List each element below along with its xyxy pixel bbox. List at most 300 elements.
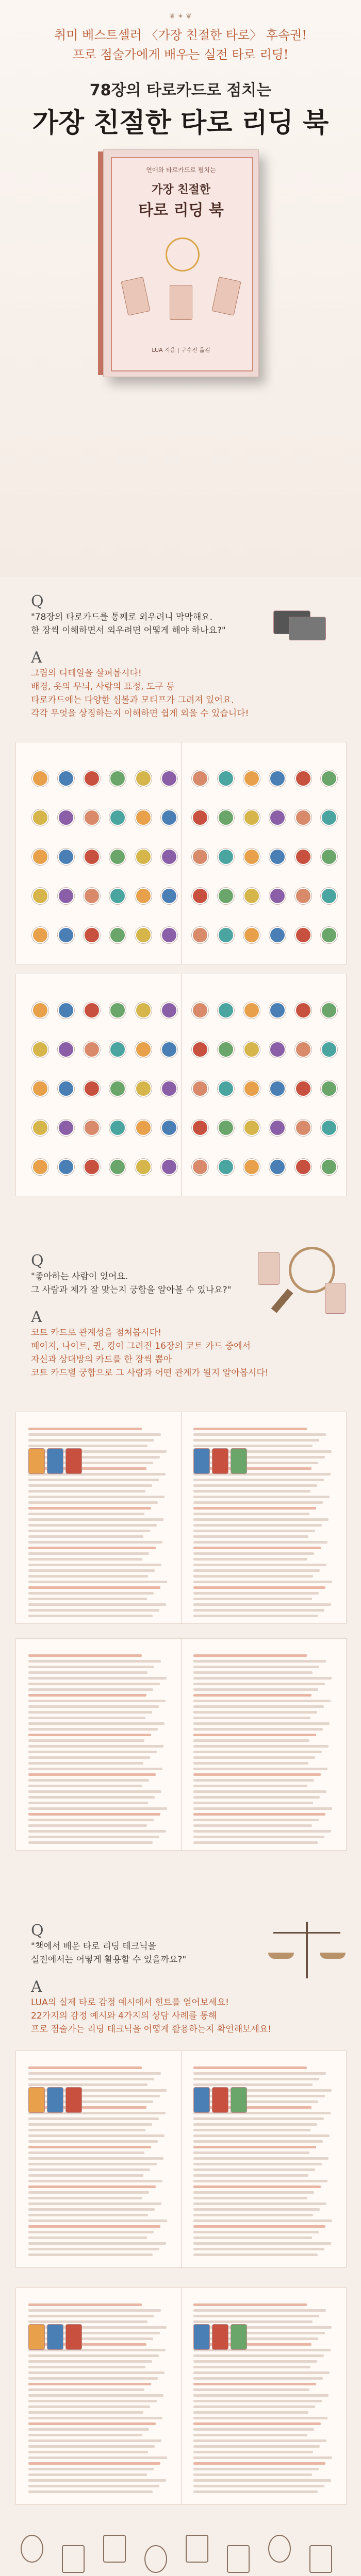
text-line <box>193 2163 322 2165</box>
text-line <box>193 1768 327 1770</box>
text-line <box>193 2366 310 2368</box>
card-thumbnail <box>32 809 48 826</box>
text-line <box>28 2377 158 2380</box>
card-thumbnail <box>135 888 152 904</box>
text-line <box>28 1700 166 1702</box>
card-thumbnail <box>321 809 337 826</box>
text-line <box>193 1654 307 1657</box>
text-line <box>193 1841 318 1844</box>
text-line <box>193 2072 326 2075</box>
answer-mark-label: A <box>31 1308 42 1326</box>
card-thumbnail <box>295 809 311 826</box>
text-line <box>28 2134 165 2137</box>
text-line <box>193 1711 317 1714</box>
text-line <box>193 2242 331 2245</box>
text-line <box>28 1654 142 1657</box>
card-thumbnail <box>321 1002 337 1019</box>
text-line <box>193 1728 323 1731</box>
decorative-item-icon <box>227 2545 250 2573</box>
text-line <box>193 1705 324 1708</box>
text-line <box>193 1547 321 1549</box>
text-line <box>28 1745 163 1748</box>
text-line <box>193 2231 319 2233</box>
tarot-card-icon <box>193 2087 210 2113</box>
card-thumbnail <box>161 888 177 904</box>
card-thumbnail <box>243 849 260 865</box>
text-line <box>28 2083 147 2086</box>
text-line <box>193 1615 318 1617</box>
text-line <box>28 1575 148 1578</box>
card-thumbnail <box>218 1002 234 1019</box>
tarot-card-icon <box>325 1283 346 1314</box>
question-mark-label: Q <box>31 1252 44 1270</box>
card-thumbnail <box>109 888 126 904</box>
text-line <box>28 1779 149 1782</box>
text-line <box>193 1496 330 1498</box>
text-line <box>193 2180 327 2182</box>
text-line <box>193 2151 309 2154</box>
card-thumbnail <box>269 849 286 865</box>
tarot-card-icon <box>212 2324 228 2350</box>
card-thumbnail <box>109 809 126 826</box>
text-line <box>28 2163 157 2165</box>
text-line <box>193 1564 326 1566</box>
text-line <box>28 2320 147 2323</box>
text-line <box>28 1518 163 1521</box>
text-line <box>28 1836 159 1838</box>
card-thumbnail <box>58 888 74 904</box>
text-line <box>193 2248 324 2250</box>
card-thumbnail <box>58 927 74 943</box>
card-thumbnail <box>84 809 100 826</box>
text-line <box>193 1501 323 1504</box>
tarot-card-icon <box>47 1448 63 1474</box>
tarot-card-icon <box>65 2087 82 2113</box>
scales-pan <box>268 1953 294 1959</box>
answer-line: 프로 점술가는 리딩 테크닉을 어떻게 활용하는지 확인해보세요! <box>31 2024 272 2035</box>
tarot-card-icon <box>193 1448 210 1474</box>
text-line <box>193 1507 316 1510</box>
text-line <box>193 2146 316 2148</box>
book-spread-reading-example <box>15 2050 347 2268</box>
card-thumbnail <box>109 770 126 787</box>
text-line <box>28 1603 166 1606</box>
text-line <box>193 2315 319 2317</box>
answer-line: 배경, 옷의 무늬, 사람의 표정, 도구 등 <box>31 682 175 692</box>
text-line <box>193 1830 331 1833</box>
card-thumbnail <box>321 849 337 865</box>
decorative-item-icon <box>21 2535 43 2563</box>
text-line <box>28 1790 161 1793</box>
tarot-card-icon <box>170 285 192 320</box>
text-line <box>193 1552 314 1555</box>
text-line <box>28 2117 159 2120</box>
text-line <box>28 2253 153 2256</box>
text-line <box>28 1768 162 1770</box>
text-line <box>28 1598 147 1600</box>
answer-line: 22가지의 감정 예시와 4가지의 상담 사례를 통해 <box>31 2011 217 2021</box>
text-line <box>28 1433 161 1436</box>
answer-line: 코트 카드별 궁합으로 그 사람과 어떤 관계가 될지 알아봅시다! <box>31 1368 269 1378</box>
text-line <box>28 1819 154 1821</box>
text-line <box>193 1717 310 1719</box>
card-thumbnail <box>243 888 260 904</box>
card-thumbnail <box>161 1002 177 1019</box>
text-line <box>28 1705 159 1708</box>
text-line <box>28 1484 152 1487</box>
text-line <box>193 2371 330 2374</box>
text-line <box>28 1751 157 1753</box>
card-thumbnail <box>109 1002 126 1019</box>
card-thumbnail <box>58 1120 74 1136</box>
card-thumbnail <box>84 770 100 787</box>
text-line <box>28 2456 167 2459</box>
card-thumbnail <box>192 1041 208 1058</box>
page-divider <box>181 1412 182 1623</box>
text-line <box>28 2151 144 2154</box>
text-line <box>193 2191 314 2194</box>
question-line: 실전에서는 어떻게 활용할 수 있을까요?" <box>31 1955 187 1965</box>
text-line <box>28 1564 161 1566</box>
decorative-item-icon <box>268 2535 291 2563</box>
text-line <box>28 1739 144 1742</box>
tarot-card-icon <box>231 1448 247 1474</box>
text-line <box>193 2428 314 2431</box>
decorative-item-icon <box>309 2545 332 2573</box>
card-thumbnail <box>321 1041 337 1058</box>
card-thumbnail <box>161 1080 177 1097</box>
text-line <box>193 2117 324 2120</box>
text-line <box>193 1524 322 1527</box>
text-line <box>28 2383 151 2385</box>
text-line <box>193 1722 330 1725</box>
card-thumbnail <box>192 888 208 904</box>
text-line <box>28 2174 143 2177</box>
card-thumbnail <box>109 1041 126 1058</box>
text-line <box>193 2405 315 2408</box>
text-line <box>193 1530 315 1532</box>
text-line <box>193 2140 323 2143</box>
text-line <box>193 1773 321 1776</box>
card-thumbnail <box>295 888 311 904</box>
page-divider <box>181 2288 182 2504</box>
text-line <box>28 1558 142 1561</box>
tarot-card-icon <box>47 2087 63 2113</box>
text-line <box>193 1575 313 1578</box>
card-thumbnail <box>269 809 286 826</box>
hero-subtitle: 78장의 타로카드로 점치는 <box>89 81 272 99</box>
text-line <box>193 1592 319 1595</box>
text-line <box>193 1490 310 1493</box>
text-line <box>28 2462 160 2465</box>
card-thumbnail <box>58 1080 74 1097</box>
text-line <box>193 1603 331 1606</box>
card-thumbnail <box>243 1080 260 1097</box>
text-line <box>28 2451 148 2453</box>
text-line <box>28 2214 148 2216</box>
card-thumbnail <box>135 1002 152 1019</box>
text-line <box>28 1734 151 1736</box>
text-line <box>193 1598 312 1600</box>
text-line <box>28 1796 155 1799</box>
tarot-card-icon <box>212 2087 228 2113</box>
text-line <box>193 1433 326 1436</box>
card-thumbnail <box>84 927 100 943</box>
card-thumbnail <box>135 1120 152 1136</box>
text-line <box>28 1592 154 1595</box>
text-line <box>193 1700 331 1702</box>
card-thumbnail <box>218 849 234 865</box>
text-line <box>28 2445 155 2448</box>
card-thumbnail <box>161 1159 177 1175</box>
tarot-card-icon <box>28 1448 45 1474</box>
text-line <box>193 1569 320 1572</box>
card-thumbnail <box>135 927 152 943</box>
card-thumbnail <box>58 809 74 826</box>
text-line <box>28 2468 154 2470</box>
text-line <box>193 1479 324 1481</box>
text-line <box>28 1722 165 1725</box>
text-line <box>28 2185 156 2188</box>
text-line <box>28 2417 162 2419</box>
text-line <box>193 1796 320 1799</box>
text-line <box>28 2078 154 2080</box>
text-line <box>28 2400 157 2402</box>
text-line <box>193 2456 332 2459</box>
text-line <box>28 1439 154 1442</box>
text-line <box>193 2479 331 2482</box>
card-thumbnail <box>84 1159 100 1175</box>
text-line <box>28 2157 163 2160</box>
card-thumbnail <box>32 849 48 865</box>
card-thumbnail <box>109 849 126 865</box>
text-line <box>28 2066 142 2069</box>
card-thumbnail <box>161 770 177 787</box>
card-thumbnail <box>135 770 152 787</box>
answer-line: 그림의 디테일을 살펴봅시다! <box>31 668 142 679</box>
text-line <box>28 1677 167 1680</box>
text-line <box>193 2422 321 2425</box>
text-line <box>193 2083 313 2086</box>
card-thumbnail <box>32 1120 48 1136</box>
card-thumbnail <box>32 1041 48 1058</box>
answer-mark-label: A <box>31 649 42 667</box>
text-line <box>193 2129 310 2131</box>
card-thumbnail <box>295 1002 311 1019</box>
hero-title: 가장 친절한 타로 리딩 북 <box>32 108 329 139</box>
text-line <box>28 1717 145 1719</box>
card-thumbnail <box>84 1120 100 1136</box>
card-thumbnail <box>135 849 152 865</box>
text-line <box>193 1824 312 1827</box>
text-line <box>28 1609 159 1612</box>
text-line <box>193 1677 332 1680</box>
card-thumbnail <box>192 809 208 826</box>
card-thumbnail <box>192 927 208 943</box>
text-line <box>193 2388 309 2391</box>
text-line <box>193 2236 312 2239</box>
hero-tagline-2: 프로 점술가에게 배우는 실전 타로 리딩! <box>72 47 289 62</box>
card-thumbnail <box>295 1159 311 1175</box>
card-thumbnail <box>32 927 48 943</box>
scales-illustration <box>268 1917 346 1984</box>
text-line <box>28 1501 158 1504</box>
text-line <box>28 1445 147 1447</box>
text-line <box>193 1484 317 1487</box>
card-thumbnail <box>321 888 337 904</box>
card-grid <box>26 990 336 1185</box>
text-line <box>28 2168 150 2171</box>
text-line <box>193 2106 311 2109</box>
text-line <box>28 2225 160 2228</box>
text-line <box>193 2468 319 2470</box>
text-line <box>193 2185 321 2188</box>
card-thumbnail <box>269 888 286 904</box>
text-line <box>193 2157 329 2160</box>
text-line <box>193 1807 332 1810</box>
card-thumbnail <box>84 1041 100 1058</box>
answer-mark-label: A <box>31 1978 42 1996</box>
tarot-card-icon <box>28 2087 45 2113</box>
text-line <box>28 1785 142 1787</box>
text-line <box>193 2394 329 2397</box>
book-cover-authors: LUA 지음 | 구수진 옮김 <box>152 347 210 353</box>
text-line <box>28 1490 145 1493</box>
text-line <box>28 2146 151 2148</box>
card-thumbnail <box>32 1080 48 1097</box>
card-thumbnail <box>321 1159 337 1175</box>
text-line <box>193 2439 326 2442</box>
text-line <box>193 2377 323 2380</box>
page-divider <box>181 1639 182 1850</box>
text-line <box>28 1824 147 1827</box>
card-thumbnail <box>269 1002 286 1019</box>
text-line <box>193 1688 318 1691</box>
card-thumbnail <box>218 1080 234 1097</box>
text-line <box>193 1762 308 1765</box>
text-line <box>28 1802 148 1804</box>
text-line <box>28 2411 143 2414</box>
text-line <box>28 1530 150 1532</box>
card-thumbnail <box>192 849 208 865</box>
text-line <box>28 2303 142 2306</box>
text-line <box>193 1558 307 1561</box>
text-line <box>193 1439 319 1442</box>
book-spread-counseling-case <box>15 2287 347 2505</box>
card-thumbnail <box>32 888 48 904</box>
card-thumbnail <box>295 1041 311 1058</box>
text-line <box>193 1445 313 1447</box>
text-line <box>193 1802 313 1804</box>
text-line <box>28 2197 142 2199</box>
card-thumbnail <box>161 849 177 865</box>
text-line <box>28 1762 143 1765</box>
text-line <box>28 1756 150 1759</box>
text-line <box>28 2140 158 2143</box>
text-line <box>28 2219 167 2222</box>
decorative-item-icon <box>62 2545 85 2573</box>
card-thumbnail <box>321 1120 337 1136</box>
text-line <box>28 2371 165 2374</box>
text-line <box>193 2473 312 2476</box>
question-line: "78장의 타로카드를 통째로 외우려니 막막해요. <box>31 612 213 622</box>
text-line <box>28 1569 155 1572</box>
footer-illustration <box>0 2519 361 2576</box>
text-line <box>193 2434 307 2436</box>
card-thumbnail <box>84 849 100 865</box>
text-line <box>28 1807 167 1810</box>
text-line <box>193 1836 324 1838</box>
card-thumbnail <box>161 1041 177 1058</box>
text-line <box>28 1581 167 1583</box>
tarot-card-icon <box>212 1448 228 1474</box>
card-thumbnail <box>135 1159 152 1175</box>
text-line <box>28 2473 147 2476</box>
text-line <box>28 2309 161 2312</box>
answer-line: LUA의 실제 타로 감정 예시에서 힌트를 얻어보세요! <box>31 1997 229 2008</box>
text-line <box>193 1666 319 1668</box>
text-line <box>193 2383 316 2385</box>
text-line <box>193 2078 319 2080</box>
card-thumbnail <box>135 1080 152 1097</box>
text-line <box>28 1552 149 1555</box>
card-thumbnail <box>218 1041 234 1058</box>
text-line <box>28 2394 163 2397</box>
card-thumbnail <box>109 1120 126 1136</box>
decorative-item-icon <box>103 2535 126 2563</box>
text-line <box>193 2123 317 2126</box>
text-line <box>28 1841 153 1844</box>
text-line <box>28 2354 159 2357</box>
book-spread-minor-arcana <box>15 974 347 1196</box>
text-line <box>193 2485 324 2487</box>
text-line <box>193 1581 332 1583</box>
text-line <box>28 1507 151 1510</box>
card-thumbnail <box>192 1159 208 1175</box>
card-thumbnail <box>135 809 152 826</box>
text-line <box>28 1830 166 1833</box>
text-line <box>28 2106 146 2109</box>
text-line <box>193 2197 307 2199</box>
text-line <box>28 1615 153 1617</box>
card-thumbnail <box>269 927 286 943</box>
card-thumbnail <box>84 888 100 904</box>
text-line <box>193 2417 327 2419</box>
text-line <box>193 1734 316 1736</box>
card-thumbnail <box>32 1159 48 1175</box>
question-line: 한 장씩 이해하면서 외우려면 어떻게 해야 하나요?" <box>31 625 226 636</box>
text-line <box>193 1660 326 1663</box>
text-line <box>28 1728 158 1731</box>
text-line <box>28 2422 156 2425</box>
card-thumbnail <box>58 770 74 787</box>
text-line <box>28 2490 153 2493</box>
answer-line: 각각 무엇을 상징하는지 이해하면 쉽게 외울 수 있습니다! <box>31 708 249 719</box>
text-line <box>28 2180 162 2182</box>
text-line <box>28 2485 159 2487</box>
text-line <box>193 2219 332 2222</box>
scales-pan <box>320 1953 346 1959</box>
text-line <box>28 1547 156 1549</box>
text-line <box>28 1513 144 1515</box>
tarot-card-icon <box>289 617 326 640</box>
question-line: "책에서 배운 타로 리딩 테크닉을 <box>31 1941 156 1952</box>
text-line <box>28 2191 149 2194</box>
text-line <box>193 2303 307 2306</box>
text-line <box>193 1683 325 1685</box>
text-line <box>28 1535 143 1538</box>
text-line <box>28 1683 160 1685</box>
